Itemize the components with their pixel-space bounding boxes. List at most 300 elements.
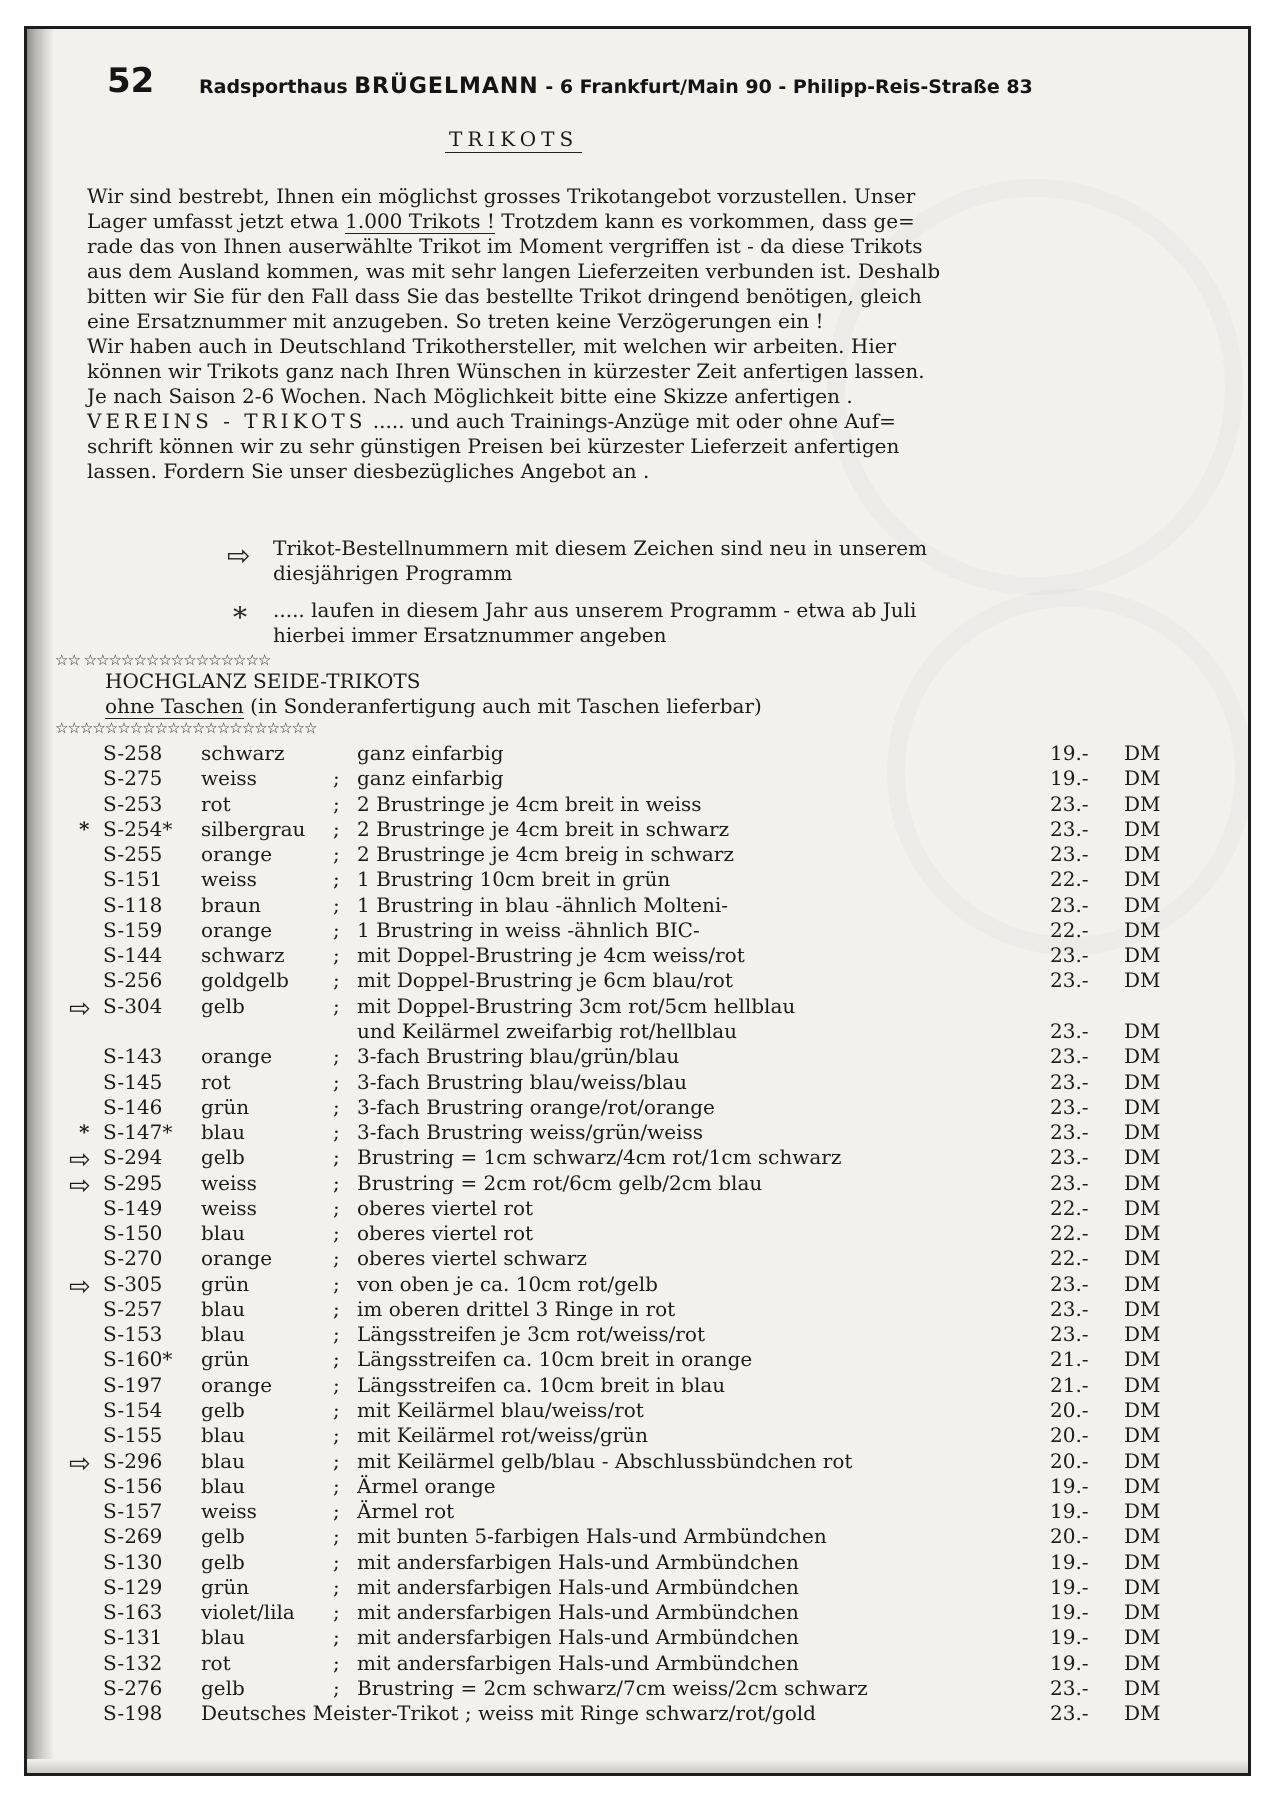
product-code: S-149 bbox=[103, 1195, 163, 1220]
currency: DM bbox=[1124, 816, 1161, 841]
product-price: 23.- bbox=[1050, 1044, 1089, 1069]
product-description: mit Keilärmel blau/weiss/rot bbox=[357, 1398, 644, 1423]
separator: ; bbox=[333, 1448, 340, 1473]
currency: DM bbox=[1124, 1296, 1161, 1321]
product-color: grün bbox=[201, 1271, 250, 1296]
product-code: S-129 bbox=[103, 1574, 163, 1599]
product-color: grün bbox=[201, 1094, 250, 1119]
product-description: von oben je ca. 10cm rot/gelb bbox=[357, 1271, 658, 1296]
product-description: mit andersfarbigen Hals-und Armbündchen bbox=[357, 1600, 799, 1625]
separator: ; bbox=[333, 842, 340, 867]
currency: DM bbox=[1124, 1372, 1161, 1397]
product-code: S-304 bbox=[103, 993, 163, 1018]
product-row bbox=[27, 1474, 1227, 1499]
product-description: oberes viertel rot bbox=[357, 1221, 534, 1246]
currency: DM bbox=[1124, 968, 1161, 993]
product-description: mit Doppel-Brustring 3cm rot/5cm hellblau bbox=[357, 993, 796, 1018]
currency: DM bbox=[1124, 1473, 1161, 1498]
section-subheading-note: (in Sonderanfertigung auch mit Taschen lieferbar) bbox=[243, 694, 762, 718]
product-price: 23.- bbox=[1050, 1701, 1089, 1726]
currency: DM bbox=[1124, 1499, 1161, 1524]
intro-line: Wir sind bestrebt, Ihnen ein möglichst grosses Trikotangebot vorzustellen. Unser bbox=[87, 184, 916, 208]
separator: ; bbox=[333, 1195, 340, 1220]
product-price: 23.- bbox=[1050, 1018, 1089, 1043]
currency: DM bbox=[1124, 867, 1161, 892]
page-title: TRIKOTS bbox=[445, 127, 582, 153]
product-code: S-276 bbox=[103, 1675, 163, 1700]
separator: ; bbox=[333, 1473, 340, 1498]
product-code: S-254* bbox=[103, 816, 173, 841]
product-color: violet/lila bbox=[201, 1600, 295, 1625]
product-description: ganz einfarbig bbox=[357, 741, 504, 765]
product-row bbox=[27, 1600, 1227, 1625]
product-description: 2 Brustringe je 4cm breig in schwarz bbox=[357, 842, 734, 867]
product-color: rot bbox=[201, 1650, 231, 1675]
product-row bbox=[27, 1423, 1227, 1448]
product-color: grün bbox=[201, 1574, 250, 1599]
product-price: 22.- bbox=[1050, 1221, 1089, 1246]
intro-line bbox=[87, 209, 1197, 234]
product-code: S-131 bbox=[103, 1625, 163, 1650]
product-row bbox=[27, 943, 1227, 968]
page-bottom-shadow bbox=[27, 1759, 1248, 1773]
product-price: 23.- bbox=[1050, 892, 1089, 917]
separator: ; bbox=[333, 892, 340, 917]
product-row bbox=[27, 1676, 1227, 1701]
discontinued-star-icon: * bbox=[79, 816, 90, 841]
product-description: 3-fach Brustring blau/grün/blau bbox=[357, 1044, 680, 1069]
product-color: weiss bbox=[201, 1499, 257, 1524]
product-description: 3-fach Brustring orange/rot/orange bbox=[357, 1094, 715, 1119]
legend-discontinued bbox=[273, 598, 1173, 648]
product-code: S-118 bbox=[103, 892, 163, 917]
product-color: gelb bbox=[201, 1524, 245, 1549]
product-code: S-147* bbox=[103, 1120, 173, 1145]
separator: ; bbox=[333, 917, 340, 942]
legend-new-items bbox=[273, 536, 1173, 586]
separator: ; bbox=[333, 968, 340, 993]
product-color: blau bbox=[201, 1120, 246, 1145]
product-row bbox=[27, 1297, 1227, 1322]
product-color: schwarz bbox=[201, 943, 285, 968]
discontinued-star-icon: * bbox=[233, 601, 247, 634]
product-price: 23.- bbox=[1050, 1069, 1089, 1094]
paragraph-line: schrift können wir zu sehr günstigen Preisen bei kürzester Lieferzeit anfertigen bbox=[87, 434, 900, 458]
product-row: ⇨ S-294 gelb ; Brustring = 1cm schwarz/4cm rot/1cm schwarz 23.- DM bbox=[69, 1145, 1161, 1176]
currency: DM bbox=[1124, 1524, 1161, 1549]
section-subheading bbox=[105, 694, 762, 719]
product-row bbox=[27, 918, 1227, 943]
product-code: S-155 bbox=[103, 1423, 163, 1448]
product-row bbox=[27, 1044, 1227, 1069]
product-row bbox=[27, 893, 1227, 918]
intro-line: aus dem Ausland kommen, was mit sehr langen Lieferzeiten verbunden ist. Deshalb bbox=[87, 259, 941, 283]
product-code: S-144 bbox=[103, 943, 163, 968]
product-description: oberes viertel rot bbox=[357, 1195, 534, 1220]
currency: DM bbox=[1124, 1195, 1161, 1220]
product-description: mit Keilärmel rot/weiss/grün bbox=[357, 1423, 648, 1448]
currency: DM bbox=[1124, 1145, 1161, 1170]
product-description: Längsstreifen ca. 10cm breit in blau bbox=[357, 1372, 726, 1397]
product-price: 21.- bbox=[1050, 1347, 1089, 1372]
product-code: S-305 bbox=[103, 1271, 163, 1296]
product-row bbox=[27, 741, 1227, 766]
product-code: S-150 bbox=[103, 1221, 163, 1246]
product-code: S-255 bbox=[103, 842, 163, 867]
separator: ; bbox=[333, 1170, 340, 1195]
currency: DM bbox=[1124, 842, 1161, 867]
product-description: und Keilärmel zweifarbig rot/hellblau bbox=[357, 1018, 738, 1043]
product-row bbox=[27, 1524, 1227, 1549]
currency: DM bbox=[1124, 1271, 1161, 1296]
product-color: weiss bbox=[201, 766, 257, 791]
separator: ; bbox=[333, 1524, 340, 1549]
product-price: 22.- bbox=[1050, 867, 1089, 892]
currency: DM bbox=[1124, 1069, 1161, 1094]
product-code: S-269 bbox=[103, 1524, 163, 1549]
product-price: 19.- bbox=[1050, 1650, 1089, 1675]
product-price: 19.- bbox=[1050, 766, 1089, 791]
product-code: S-160* bbox=[103, 1347, 173, 1372]
star-divider-bottom: ☆☆☆☆☆☆☆☆☆☆☆☆☆☆☆☆☆☆☆☆☆ bbox=[55, 719, 317, 737]
separator: ; bbox=[333, 1221, 340, 1246]
product-code: S-159 bbox=[103, 917, 163, 942]
product-row bbox=[27, 1625, 1227, 1650]
intro-line: bitten wir Sie für den Fall dass Sie das bestellte Trikot dringend benötigen, gleich bbox=[87, 284, 922, 308]
product-row bbox=[27, 766, 1227, 791]
separator: ; bbox=[333, 766, 340, 791]
product-code: S-197 bbox=[103, 1372, 163, 1397]
product-price: 23.- bbox=[1050, 842, 1089, 867]
product-color: blau bbox=[201, 1423, 246, 1448]
currency: DM bbox=[1124, 1448, 1161, 1473]
product-price: 19.- bbox=[1050, 1574, 1089, 1599]
product-row bbox=[27, 1246, 1227, 1271]
product-price: 20.- bbox=[1050, 1524, 1089, 1549]
product-description: im oberen drittel 3 Ringe in rot bbox=[357, 1296, 676, 1321]
product-description: 3-fach Brustring weiss/grün/weiss bbox=[357, 1120, 704, 1145]
product-price: 20.- bbox=[1050, 1398, 1089, 1423]
product-code: S-275 bbox=[103, 766, 163, 791]
paragraph-line bbox=[87, 409, 1197, 434]
product-description: Ärmel orange bbox=[357, 1473, 496, 1498]
product-row bbox=[27, 1499, 1227, 1524]
product-code: S-154 bbox=[103, 1398, 163, 1423]
manufacturer-paragraph bbox=[87, 334, 1197, 409]
product-row bbox=[27, 842, 1227, 867]
product-price: 23.- bbox=[1050, 816, 1089, 841]
product-color: rot bbox=[201, 791, 231, 816]
section-subheading-underlined: ohne Taschen bbox=[105, 694, 244, 718]
product-row bbox=[27, 1347, 1227, 1372]
currency: DM bbox=[1124, 892, 1161, 917]
product-description: 2 Brustringe je 4cm breit in weiss bbox=[357, 791, 702, 816]
currency: DM bbox=[1124, 1347, 1161, 1372]
currency: DM bbox=[1124, 1170, 1161, 1195]
product-price: 23.- bbox=[1050, 1120, 1089, 1145]
legend-line: Trikot-Bestellnummern mit diesem Zeichen sind neu in unserem bbox=[273, 536, 928, 560]
product-code: S-130 bbox=[103, 1549, 163, 1574]
product-code: S-295 bbox=[103, 1170, 163, 1195]
company-address: - 6 Frankfurt/Main 90 - Philipp-Reis-Straße 83 bbox=[545, 76, 1033, 98]
product-price: 20.- bbox=[1050, 1448, 1089, 1473]
intro-paragraph bbox=[87, 184, 1197, 334]
product-description: mit andersfarbigen Hals-und Armbündchen bbox=[357, 1650, 799, 1675]
club-jersey-paragraph bbox=[87, 409, 1197, 484]
product-color: grün bbox=[201, 1347, 250, 1372]
product-color: blau bbox=[201, 1448, 246, 1473]
product-color: gelb bbox=[201, 1675, 245, 1700]
product-color: goldgelb bbox=[201, 968, 289, 993]
separator: ; bbox=[333, 1625, 340, 1650]
currency: DM bbox=[1124, 1701, 1161, 1726]
product-description: mit bunten 5-farbigen Hals-und Armbündchen bbox=[357, 1524, 827, 1549]
product-code: S-132 bbox=[103, 1650, 163, 1675]
product-color: blau bbox=[201, 1473, 246, 1498]
product-row bbox=[27, 792, 1227, 817]
product-row bbox=[27, 1221, 1227, 1246]
intro-highlight: 1.000 Trikots ! bbox=[345, 209, 495, 233]
product-description: mit andersfarbigen Hals-und Armbündchen bbox=[357, 1625, 799, 1650]
product-code: S-258 bbox=[103, 741, 163, 765]
separator: ; bbox=[333, 1296, 340, 1321]
product-row bbox=[27, 867, 1227, 892]
product-row bbox=[27, 1120, 1227, 1145]
product-color: orange bbox=[201, 1246, 273, 1271]
product-code: S-257 bbox=[103, 1296, 163, 1321]
separator: ; bbox=[333, 1120, 340, 1145]
company-header bbox=[199, 74, 1033, 99]
product-price: 19.- bbox=[1050, 1499, 1089, 1524]
product-row bbox=[27, 1322, 1227, 1347]
product-description: 1 Brustring in weiss -ähnlich BIC- bbox=[357, 917, 700, 942]
product-description: 1 Brustring in blau -ähnlich Molteni- bbox=[357, 892, 729, 917]
intro-line: rade das von Ihnen auserwählte Trikot im Moment vergriffen ist - da diese Trikots bbox=[87, 234, 923, 258]
product-code: S-156 bbox=[103, 1473, 163, 1498]
discontinued-star-icon: * bbox=[79, 1120, 90, 1145]
product-color: orange bbox=[201, 917, 273, 942]
intro-line-text: Trotzdem kann es vorkommen, dass ge= bbox=[494, 209, 915, 233]
product-code: S-253 bbox=[103, 791, 163, 816]
product-price: 23.- bbox=[1050, 1296, 1089, 1321]
separator: ; bbox=[333, 1650, 340, 1675]
separator: ; bbox=[333, 1574, 340, 1599]
product-row bbox=[27, 1398, 1227, 1423]
currency: DM bbox=[1124, 917, 1161, 942]
product-price: 21.- bbox=[1050, 1372, 1089, 1397]
currency: DM bbox=[1124, 1650, 1161, 1675]
product-price: 22.- bbox=[1050, 1246, 1089, 1271]
separator: ; bbox=[333, 1549, 340, 1574]
product-price: 23.- bbox=[1050, 1145, 1089, 1170]
product-row bbox=[27, 817, 1227, 842]
product-price: 23.- bbox=[1050, 1170, 1089, 1195]
product-color: gelb bbox=[201, 1549, 245, 1574]
product-color: orange bbox=[201, 842, 273, 867]
separator: ; bbox=[333, 1145, 340, 1170]
paragraph-line: können wir Trikots ganz nach Ihren Wünschen in kürzester Zeit anfertigen lassen. bbox=[87, 359, 925, 383]
product-price: 23.- bbox=[1050, 1271, 1089, 1296]
product-description: oberes viertel schwarz bbox=[357, 1246, 587, 1271]
product-row bbox=[27, 1550, 1227, 1575]
product-color: gelb bbox=[201, 1145, 245, 1170]
currency: DM bbox=[1124, 1322, 1161, 1347]
product-row bbox=[27, 968, 1227, 993]
product-description: Brustring = 2cm schwarz/7cm weiss/2cm schwarz bbox=[357, 1675, 868, 1700]
currency: DM bbox=[1124, 1423, 1161, 1448]
product-color: silbergrau bbox=[201, 816, 306, 841]
product-description: Längsstreifen ca. 10cm breit in orange bbox=[357, 1347, 753, 1372]
separator: ; bbox=[333, 1094, 340, 1119]
product-price: 19.- bbox=[1050, 1625, 1089, 1650]
product-color: rot bbox=[201, 1069, 231, 1094]
product-color: weiss bbox=[201, 1195, 257, 1220]
separator: ; bbox=[333, 1600, 340, 1625]
product-code: S-151 bbox=[103, 867, 163, 892]
product-code: S-270 bbox=[103, 1246, 163, 1271]
legend-line: diesjährigen Programm bbox=[273, 561, 513, 585]
product-row bbox=[27, 1575, 1227, 1600]
product-price: 19.- bbox=[1050, 741, 1089, 765]
product-description: mit andersfarbigen Hals-und Armbündchen bbox=[357, 1574, 799, 1599]
company-prefix: Radsporthaus bbox=[199, 76, 348, 98]
separator: ; bbox=[333, 1423, 340, 1448]
company-brand: BRÜGELMANN bbox=[354, 74, 539, 99]
separator: ; bbox=[333, 791, 340, 816]
separator: ; bbox=[333, 1246, 340, 1271]
currency: DM bbox=[1124, 1221, 1161, 1246]
product-row bbox=[27, 1373, 1227, 1398]
currency: DM bbox=[1124, 1018, 1161, 1043]
product-color: gelb bbox=[201, 1398, 245, 1423]
paragraph-line: Je nach Saison 2-6 Wochen. Nach Möglichkeit bitte eine Skizze anfertigen . bbox=[87, 384, 853, 408]
product-row: ⇨ S-295 weiss ; Brustring = 2cm rot/6cm gelb/2cm blau 23.- DM bbox=[69, 1170, 1161, 1201]
product-color: braun bbox=[201, 892, 262, 917]
product-price: 23.- bbox=[1050, 791, 1089, 816]
product-row bbox=[27, 1651, 1227, 1676]
product-row bbox=[27, 1701, 1227, 1726]
intro-line-text: Lager umfasst jetzt etwa bbox=[87, 209, 346, 233]
product-description: 2 Brustringe je 4cm breit in schwarz bbox=[357, 816, 730, 841]
product-price: 23.- bbox=[1050, 968, 1089, 993]
section-heading: HOCHGLANZ SEIDE-TRIKOTS bbox=[105, 669, 421, 693]
product-description: mit andersfarbigen Hals-und Armbündchen bbox=[357, 1549, 799, 1574]
separator: ; bbox=[333, 943, 340, 968]
product-price: 23.- bbox=[1050, 1675, 1089, 1700]
currency: DM bbox=[1124, 1625, 1161, 1650]
product-code: S-146 bbox=[103, 1094, 163, 1119]
product-row: ⇨ S-304 gelb ; mit Doppel-Brustring 3cm rot/5cm hellblau bbox=[69, 993, 796, 1024]
paragraph-line-text: ..... und auch Trainings-Anzüge mit oder ohne Auf= bbox=[366, 409, 896, 433]
product-color: blau bbox=[201, 1221, 246, 1246]
separator: ; bbox=[333, 1044, 340, 1069]
product-description: Deutsches Meister-Trikot ; weiss mit Ringe schwarz/rot/gold bbox=[201, 1701, 816, 1726]
product-price: 22.- bbox=[1050, 1195, 1089, 1220]
separator: ; bbox=[333, 1398, 340, 1423]
legend-line: ..... laufen in diesem Jahr aus unserem Programm - etwa ab Juli bbox=[273, 598, 917, 622]
paragraph-line: Wir haben auch in Deutschland Trikothersteller, mit welchen wir arbeiten. Hier bbox=[87, 334, 897, 358]
separator: ; bbox=[333, 867, 340, 892]
product-color: gelb bbox=[201, 993, 245, 1018]
product-description: Längsstreifen je 3cm rot/weiss/rot bbox=[357, 1322, 705, 1347]
new-item-arrow-icon: ⇨ bbox=[227, 539, 251, 572]
club-jersey-lead: VEREINS - TRIKOTS bbox=[87, 409, 367, 433]
product-color: weiss bbox=[201, 867, 257, 892]
star-divider-top: ☆☆ ☆☆☆☆☆☆☆☆☆☆☆☆☆☆☆ bbox=[55, 651, 271, 669]
product-description: Brustring = 1cm schwarz/4cm rot/1cm schwarz bbox=[357, 1145, 842, 1170]
product-price: 20.- bbox=[1050, 1423, 1089, 1448]
product-code: S-153 bbox=[103, 1322, 163, 1347]
product-price: 19.- bbox=[1050, 1473, 1089, 1498]
product-price: 19.- bbox=[1050, 1549, 1089, 1574]
product-price: 23.- bbox=[1050, 1094, 1089, 1119]
product-description: 1 Brustring 10cm breit in grün bbox=[357, 867, 671, 892]
product-code: S-145 bbox=[103, 1069, 163, 1094]
product-color: orange bbox=[201, 1372, 273, 1397]
product-row bbox=[27, 1070, 1227, 1095]
product-description: ganz einfarbig bbox=[357, 766, 504, 791]
product-code: S-294 bbox=[103, 1145, 163, 1170]
product-price: 23.- bbox=[1050, 943, 1089, 968]
product-code: S-256 bbox=[103, 968, 163, 993]
product-description: mit Keilärmel gelb/blau - Abschlussbündchen rot bbox=[357, 1448, 853, 1473]
product-price: 19.- bbox=[1050, 1600, 1089, 1625]
currency: DM bbox=[1124, 741, 1161, 765]
product-code: S-296 bbox=[103, 1448, 163, 1473]
page-frame bbox=[24, 26, 1251, 1776]
product-code: S-143 bbox=[103, 1044, 163, 1069]
product-color: weiss bbox=[201, 1170, 257, 1195]
product-code: S-157 bbox=[103, 1499, 163, 1524]
product-description: mit Doppel-Brustring je 4cm weiss/rot bbox=[357, 943, 745, 968]
product-price: 23.- bbox=[1050, 1322, 1089, 1347]
separator: ; bbox=[333, 1271, 340, 1296]
product-color: schwarz bbox=[201, 741, 285, 765]
currency: DM bbox=[1124, 1246, 1161, 1271]
separator: ; bbox=[333, 816, 340, 841]
currency: DM bbox=[1124, 1120, 1161, 1145]
catalog-page bbox=[27, 29, 1248, 1773]
product-color: blau bbox=[201, 1625, 246, 1650]
product-row bbox=[27, 1196, 1227, 1221]
product-color: orange bbox=[201, 1044, 273, 1069]
legend-line: hierbei immer Ersatznummer angeben bbox=[273, 623, 667, 647]
currency: DM bbox=[1124, 1549, 1161, 1574]
separator: ; bbox=[333, 1322, 340, 1347]
product-description: Brustring = 2cm rot/6cm gelb/2cm blau bbox=[357, 1170, 763, 1195]
product-code: S-198 bbox=[103, 1701, 163, 1726]
currency: DM bbox=[1124, 943, 1161, 968]
currency: DM bbox=[1124, 1044, 1161, 1069]
product-row bbox=[27, 1095, 1227, 1120]
paragraph-line: lassen. Fordern Sie unser diesbezügliches Angebot an . bbox=[87, 459, 650, 483]
separator: ; bbox=[333, 1499, 340, 1524]
product-description: mit Doppel-Brustring je 6cm blau/rot bbox=[357, 968, 733, 993]
product-row: ⇨ S-305 grün ; von oben je ca. 10cm rot/gelb 23.- DM bbox=[69, 1271, 1161, 1302]
page-number: 52 bbox=[107, 61, 155, 101]
separator: ; bbox=[333, 993, 340, 1018]
product-code: S-163 bbox=[103, 1600, 163, 1625]
product-row: ⇨ S-296 blau ; mit Keilärmel gelb/blau - Abschlussbündchen rot 20.- DM bbox=[69, 1448, 1161, 1479]
currency: DM bbox=[1124, 791, 1161, 816]
product-description: Ärmel rot bbox=[357, 1499, 455, 1524]
product-color: blau bbox=[201, 1322, 246, 1347]
intro-line: eine Ersatznummer mit anzugeben. So treten keine Verzögerungen ein ! bbox=[87, 309, 824, 333]
currency: DM bbox=[1124, 1600, 1161, 1625]
product-description: 3-fach Brustring blau/weiss/blau bbox=[357, 1069, 688, 1094]
currency: DM bbox=[1124, 1675, 1161, 1700]
separator: ; bbox=[333, 1372, 340, 1397]
